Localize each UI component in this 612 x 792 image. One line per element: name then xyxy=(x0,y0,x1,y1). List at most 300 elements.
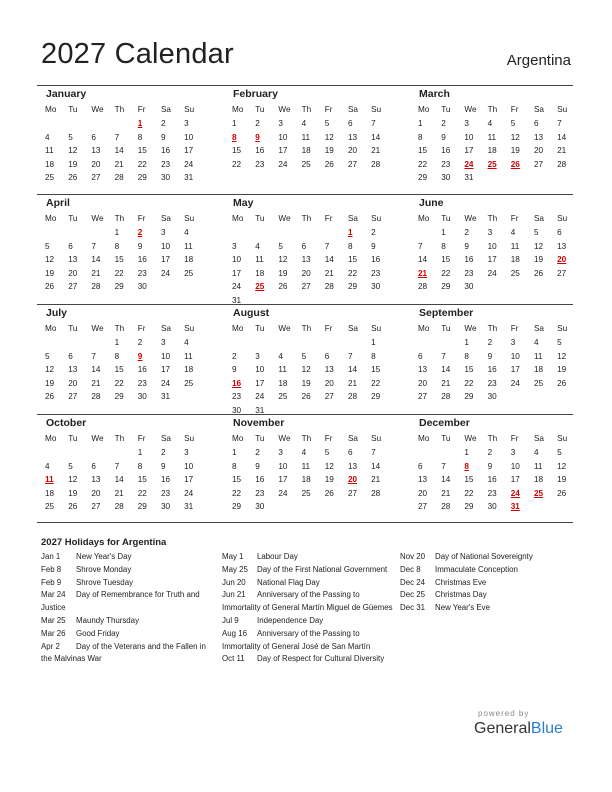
day-cell: 7 xyxy=(347,351,353,361)
day-cell: 2 xyxy=(487,448,493,457)
day-cell: 23 xyxy=(160,159,171,169)
month-may xyxy=(228,196,388,308)
day-cell: 11 xyxy=(301,132,311,142)
month-days-grid xyxy=(414,211,574,294)
day-cell: 9 xyxy=(255,461,260,471)
day-cell: 19 xyxy=(301,378,311,388)
day-cell: 22 xyxy=(464,378,474,388)
holiday-name: Shrove Tuesday xyxy=(76,577,134,587)
day-cell: 12 xyxy=(45,365,55,375)
holiday-day: 8 xyxy=(464,461,469,471)
day-cell: 6 xyxy=(347,448,353,457)
day-cell: 11 xyxy=(301,461,311,471)
weekday-header: Mo xyxy=(232,105,244,114)
weekday-header: Su xyxy=(557,434,568,443)
day-cell: 4 xyxy=(533,338,539,347)
weekday-header: Th xyxy=(114,324,125,333)
weekday-header: Fr xyxy=(137,105,146,114)
day-cell: 3 xyxy=(255,351,260,361)
empty-day xyxy=(111,117,134,131)
day-cell: 21 xyxy=(114,159,124,169)
day-cell: 15 xyxy=(371,365,381,375)
day-cell: 7 xyxy=(324,241,330,251)
day-cell: 7 xyxy=(114,461,120,471)
day-cell: 24 xyxy=(160,378,171,388)
day-cell: 11 xyxy=(533,461,543,471)
day-cell: 3 xyxy=(278,119,283,128)
day-cell: 21 xyxy=(441,488,451,498)
day-cell: 21 xyxy=(557,146,567,156)
day-cell: 26 xyxy=(324,488,334,498)
weekday-header: Fr xyxy=(137,434,146,443)
day-cell: 12 xyxy=(557,351,567,361)
holiday-name: Shrove Monday xyxy=(76,564,132,574)
weekday-header: Tu xyxy=(441,434,451,443)
weekday-header: Tu xyxy=(255,214,265,223)
holiday-day: 20 xyxy=(347,475,358,485)
day-cell: 9 xyxy=(137,241,143,251)
day-cell: 26 xyxy=(278,282,288,292)
day-cell: 5 xyxy=(324,119,330,128)
day-cell: 1 xyxy=(464,448,469,457)
holiday-date: Jun 21 xyxy=(222,590,246,600)
day-cell: 28 xyxy=(91,392,101,402)
day-cell: 6 xyxy=(347,119,353,128)
day-cell: 29 xyxy=(114,392,124,402)
weekday-header: Th xyxy=(487,214,498,223)
month-days-grid xyxy=(41,102,201,185)
day-cell: 15 xyxy=(114,255,124,265)
weekday-header: Tu xyxy=(441,214,451,223)
day-cell: 21 xyxy=(91,268,101,278)
holiday-item xyxy=(41,615,216,628)
weekday-header: Sa xyxy=(533,214,544,223)
weekday-header: Fr xyxy=(324,324,333,333)
day-cell: 30 xyxy=(137,282,147,292)
day-cell: 6 xyxy=(68,241,73,251)
day-cell: 13 xyxy=(68,255,78,265)
holiday-date: Feb 8 xyxy=(41,564,62,574)
day-cell: 7 xyxy=(91,241,96,251)
holiday-item xyxy=(41,589,216,615)
day-cell: 29 xyxy=(114,282,124,292)
day-cell: 4 xyxy=(255,241,260,251)
day-cell: 16 xyxy=(487,365,497,375)
day-cell: 24 xyxy=(510,378,520,388)
day-cell: 22 xyxy=(347,268,358,278)
holiday-date: Dec 25 xyxy=(400,590,426,600)
day-cell: 21 xyxy=(347,378,358,388)
page-title: 2027 Calendar xyxy=(41,38,234,70)
day-cell: 3 xyxy=(184,119,189,128)
day-cell: 8 xyxy=(347,241,353,251)
day-cell: 20 xyxy=(91,488,101,498)
day-cell: 11 xyxy=(533,351,543,361)
holiday-date: Dec 31 xyxy=(400,603,426,613)
generalblue-logo[interactable] xyxy=(474,720,563,738)
day-cell: 19 xyxy=(557,365,567,375)
day-cell: 29 xyxy=(232,502,242,512)
day-cell: 11 xyxy=(487,132,497,142)
day-cell: 30 xyxy=(371,282,381,292)
day-cell: 14 xyxy=(347,365,358,375)
day-cell: 29 xyxy=(441,282,451,292)
day-cell: 22 xyxy=(464,488,474,498)
weekday-header: Sa xyxy=(533,434,544,443)
holiday-date: Jul 9 xyxy=(222,615,239,625)
day-cell: 18 xyxy=(533,475,544,485)
day-cell: 21 xyxy=(371,475,381,485)
day-cell: 23 xyxy=(255,159,265,169)
day-cell: 30 xyxy=(232,405,242,415)
day-cell: 24 xyxy=(278,159,288,169)
weekday-header: We xyxy=(278,105,291,114)
day-cell: 8 xyxy=(114,351,120,361)
empty-day xyxy=(251,336,274,350)
day-cell: 16 xyxy=(137,255,147,265)
day-cell: 27 xyxy=(301,282,311,292)
day-cell: 18 xyxy=(301,475,311,485)
empty-day xyxy=(111,446,134,460)
day-cell: 18 xyxy=(184,365,194,375)
day-cell: 28 xyxy=(347,392,358,402)
day-cell: 9 xyxy=(371,241,376,251)
weekday-header: Tu xyxy=(68,324,78,333)
day-cell: 7 xyxy=(441,351,446,361)
weekday-header: Th xyxy=(301,105,312,114)
month-days-grid xyxy=(41,321,201,404)
day-cell: 25 xyxy=(301,488,311,498)
day-cell: 6 xyxy=(418,461,423,471)
day-cell: 14 xyxy=(324,255,334,265)
day-cell: 27 xyxy=(91,502,101,512)
day-cell: 26 xyxy=(68,173,78,183)
month-name: January xyxy=(46,88,87,100)
day-cell: 3 xyxy=(464,119,469,128)
day-cell: 10 xyxy=(464,132,474,142)
month-name: February xyxy=(233,88,278,100)
holiday-item xyxy=(41,564,216,577)
day-cell: 29 xyxy=(464,502,474,512)
holiday-day: 9 xyxy=(137,351,143,361)
day-cell: 10 xyxy=(160,351,171,361)
day-cell: 8 xyxy=(137,132,143,142)
empty-day xyxy=(64,117,87,131)
day-cell: 9 xyxy=(487,351,493,361)
day-cell: 4 xyxy=(45,461,50,471)
weekday-header: Mo xyxy=(418,324,430,333)
day-cell: 12 xyxy=(68,475,78,485)
day-cell: 7 xyxy=(91,351,96,361)
day-cell: 4 xyxy=(301,448,307,457)
month-name: June xyxy=(419,197,444,209)
day-cell: 2 xyxy=(255,119,260,128)
day-cell: 1 xyxy=(232,448,237,457)
day-cell: 7 xyxy=(418,241,423,251)
weekday-header: Mo xyxy=(45,105,57,114)
month-february xyxy=(228,87,388,171)
day-cell: 15 xyxy=(464,365,474,375)
day-cell: 18 xyxy=(533,365,544,375)
day-cell: 23 xyxy=(487,378,497,388)
day-cell: 26 xyxy=(45,282,55,292)
day-cell: 28 xyxy=(418,282,428,292)
day-cell: 22 xyxy=(232,159,242,169)
day-cell: 18 xyxy=(301,146,311,156)
empty-day xyxy=(437,446,460,460)
day-cell: 19 xyxy=(533,255,544,265)
day-cell: 16 xyxy=(464,255,474,265)
day-cell: 7 xyxy=(557,119,562,128)
day-cell: 13 xyxy=(301,255,311,265)
holiday-day: 9 xyxy=(255,132,260,142)
holiday-name: New Year's Day xyxy=(76,552,132,561)
holiday-day: 25 xyxy=(255,282,265,292)
day-cell: 5 xyxy=(324,448,330,457)
weekday-header: Su xyxy=(557,214,568,223)
month-name: December xyxy=(419,417,470,429)
holiday-day: 8 xyxy=(232,132,237,142)
empty-day xyxy=(87,336,110,350)
day-cell: 20 xyxy=(418,488,428,498)
day-cell: 16 xyxy=(487,475,497,485)
day-cell: 13 xyxy=(557,241,567,251)
month-july xyxy=(41,306,201,404)
weekday-header: Sa xyxy=(160,214,171,223)
holiday-date: Dec 8 xyxy=(400,564,421,574)
day-cell: 29 xyxy=(418,173,428,183)
day-cell: 1 xyxy=(464,338,469,347)
day-cell: 19 xyxy=(324,146,334,156)
month-august xyxy=(228,306,388,418)
holiday-item xyxy=(222,551,397,564)
day-cell: 23 xyxy=(137,378,147,388)
day-cell: 7 xyxy=(371,119,376,128)
empty-day xyxy=(321,336,344,350)
month-november xyxy=(228,416,388,514)
empty-day xyxy=(64,226,87,240)
month-april xyxy=(41,196,201,294)
day-cell: 22 xyxy=(114,378,124,388)
month-row-divider xyxy=(37,194,573,195)
day-cell: 30 xyxy=(441,173,451,183)
day-cell: 12 xyxy=(301,365,311,375)
day-cell: 8 xyxy=(464,351,469,361)
weekday-header: We xyxy=(91,214,104,223)
weekday-header: Tu xyxy=(68,434,78,443)
day-cell: 7 xyxy=(441,461,446,471)
month-days-grid xyxy=(41,431,201,514)
holiday-name: Independence Day xyxy=(257,615,324,625)
weekday-header: Tu xyxy=(255,434,265,443)
month-january xyxy=(41,87,201,185)
weekday-header: Mo xyxy=(232,434,244,443)
holiday-day: 25 xyxy=(533,488,544,498)
day-cell: 23 xyxy=(255,488,265,498)
day-cell: 19 xyxy=(278,268,288,278)
day-cell: 23 xyxy=(487,488,497,498)
day-cell: 29 xyxy=(347,282,358,292)
day-cell: 2 xyxy=(232,351,237,361)
day-cell: 19 xyxy=(45,378,55,388)
day-cell: 6 xyxy=(68,351,73,361)
day-cell: 19 xyxy=(68,488,78,498)
weekday-header: Sa xyxy=(160,105,171,114)
day-cell: 3 xyxy=(184,448,189,457)
weekday-header: Fr xyxy=(510,105,519,114)
day-cell: 27 xyxy=(324,392,334,402)
day-cell: 16 xyxy=(255,146,265,156)
day-cell: 9 xyxy=(464,241,469,251)
month-june xyxy=(414,196,574,294)
weekday-header: Su xyxy=(371,434,382,443)
weekday-header: Fr xyxy=(324,434,333,443)
day-cell: 26 xyxy=(68,502,78,512)
month-days-grid xyxy=(414,321,574,404)
day-cell: 17 xyxy=(278,146,288,156)
day-cell: 12 xyxy=(45,255,55,265)
weekday-header: Th xyxy=(114,434,125,443)
weekday-header: Sa xyxy=(533,324,544,333)
empty-day xyxy=(228,336,251,350)
weekday-header: We xyxy=(91,434,104,443)
day-cell: 13 xyxy=(91,475,101,485)
day-cell: 31 xyxy=(255,405,265,415)
month-row-divider xyxy=(37,522,573,523)
day-cell: 2 xyxy=(137,338,143,347)
day-cell: 8 xyxy=(137,461,143,471)
day-cell: 20 xyxy=(324,378,334,388)
weekday-header: Fr xyxy=(324,214,333,223)
day-cell: 1 xyxy=(137,448,143,457)
weekday-header: Mo xyxy=(418,214,430,223)
empty-day xyxy=(321,226,344,240)
day-cell: 4 xyxy=(301,119,307,128)
day-cell: 14 xyxy=(114,475,124,485)
month-name: April xyxy=(46,197,70,209)
day-cell: 24 xyxy=(232,282,242,292)
day-cell: 18 xyxy=(278,378,288,388)
day-cell: 10 xyxy=(487,241,497,251)
day-cell: 14 xyxy=(441,475,451,485)
day-cell: 15 xyxy=(441,255,451,265)
day-cell: 6 xyxy=(91,132,96,142)
day-cell: 12 xyxy=(278,255,288,265)
holiday-item xyxy=(41,577,216,590)
month-days-grid xyxy=(228,431,388,514)
weekday-header: We xyxy=(278,214,291,223)
month-name: November xyxy=(233,417,285,429)
weekday-header: Su xyxy=(557,324,568,333)
day-cell: 14 xyxy=(441,365,451,375)
day-cell: 8 xyxy=(371,351,376,361)
day-cell: 13 xyxy=(347,132,358,142)
day-cell: 3 xyxy=(487,228,493,237)
day-cell: 24 xyxy=(487,268,497,278)
day-cell: 2 xyxy=(160,448,166,457)
day-cell: 17 xyxy=(510,365,520,375)
day-cell: 3 xyxy=(232,241,237,251)
weekday-header: Tu xyxy=(255,324,265,333)
day-cell: 18 xyxy=(184,255,194,265)
day-cell: 5 xyxy=(278,241,283,251)
holiday-column xyxy=(400,551,575,615)
day-cell: 19 xyxy=(68,159,78,169)
month-days-grid xyxy=(228,211,388,308)
weekday-header: Su xyxy=(371,105,382,114)
month-days-grid xyxy=(228,321,388,418)
day-cell: 11 xyxy=(45,146,54,156)
day-cell: 12 xyxy=(324,461,334,471)
day-cell: 24 xyxy=(184,488,194,498)
brand-blue: Blue xyxy=(530,720,563,737)
month-row-divider xyxy=(37,85,573,86)
holiday-name: Day of Respect for Cultural Diversity xyxy=(257,654,385,664)
day-cell: 10 xyxy=(510,461,520,471)
holiday-date: Jun 20 xyxy=(222,577,246,587)
day-cell: 17 xyxy=(232,268,242,278)
day-cell: 13 xyxy=(347,461,358,471)
day-cell: 16 xyxy=(137,365,147,375)
empty-day xyxy=(41,336,64,350)
day-cell: 6 xyxy=(301,241,307,251)
day-cell: 2 xyxy=(371,228,376,237)
weekday-header: Th xyxy=(301,434,312,443)
weekday-header: Th xyxy=(487,105,498,114)
day-cell: 4 xyxy=(487,119,493,128)
day-cell: 21 xyxy=(371,146,381,156)
holiday-day: 1 xyxy=(347,228,353,237)
day-cell: 28 xyxy=(371,488,381,498)
day-cell: 17 xyxy=(510,475,520,485)
day-cell: 12 xyxy=(557,461,567,471)
day-cell: 28 xyxy=(114,502,124,512)
weekday-header: Th xyxy=(301,214,312,223)
empty-day xyxy=(228,226,251,240)
weekday-header: Fr xyxy=(324,105,333,114)
day-cell: 24 xyxy=(255,392,265,402)
holiday-item xyxy=(41,628,216,641)
day-cell: 26 xyxy=(557,378,567,388)
month-september xyxy=(414,306,574,404)
weekday-header: Su xyxy=(184,434,195,443)
day-cell: 24 xyxy=(160,268,171,278)
weekday-header: Sa xyxy=(347,324,358,333)
day-cell: 11 xyxy=(510,241,520,251)
day-cell: 28 xyxy=(441,502,451,512)
holiday-date: Oct 11 xyxy=(222,654,245,664)
empty-day xyxy=(344,336,367,350)
day-cell: 11 xyxy=(278,365,287,375)
empty-day xyxy=(414,446,437,460)
holiday-name: Day of the First National Government xyxy=(257,564,388,574)
day-cell: 5 xyxy=(301,351,307,361)
day-cell: 5 xyxy=(557,448,562,457)
day-cell: 23 xyxy=(441,159,451,169)
day-cell: 14 xyxy=(371,132,381,142)
day-cell: 12 xyxy=(510,132,520,142)
holiday-date: Mar 26 xyxy=(41,628,66,638)
powered-by-text: powered by xyxy=(478,709,530,718)
day-cell: 14 xyxy=(371,461,381,471)
holiday-day: 31 xyxy=(510,502,520,512)
holiday-date: Mar 25 xyxy=(41,615,66,625)
weekday-header: Th xyxy=(114,214,125,223)
holiday-name: Anniversary of the Passing to Immortality of General José de San Martín xyxy=(222,628,371,651)
holiday-day: 26 xyxy=(510,159,520,169)
day-cell: 13 xyxy=(91,146,101,156)
month-name: October xyxy=(46,417,87,429)
